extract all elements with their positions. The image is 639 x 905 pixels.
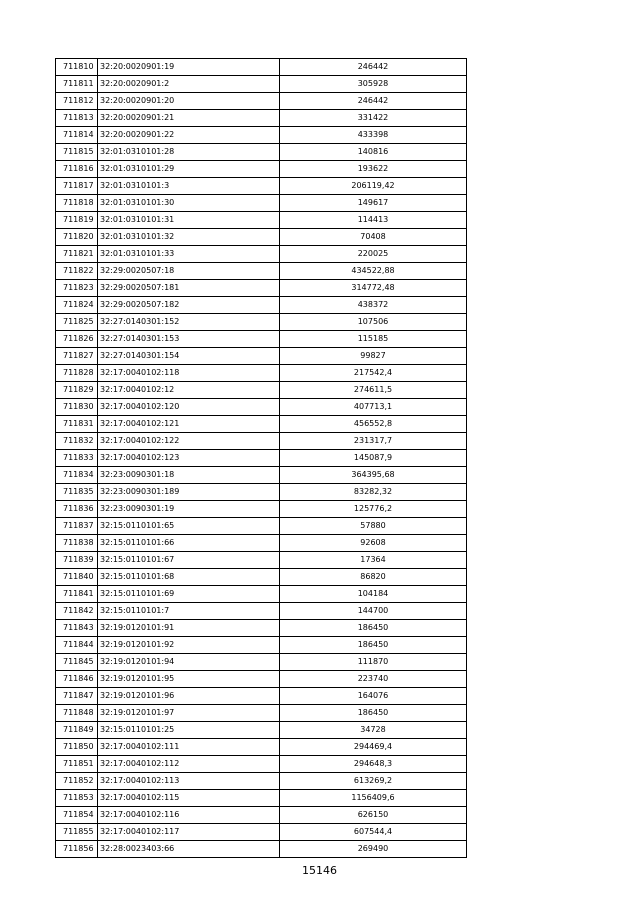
row-id-cell: 711833 xyxy=(56,450,98,467)
row-id-cell: 711850 xyxy=(56,739,98,756)
row-id-cell: 711851 xyxy=(56,756,98,773)
value-cell: 231317,7 xyxy=(280,433,467,450)
row-id-cell: 711830 xyxy=(56,399,98,416)
table-row xyxy=(56,603,467,620)
cadastral-number-cell: 32:20:0020901:21 xyxy=(98,110,280,127)
table-row xyxy=(56,620,467,637)
cadastral-number-cell: 32:17:0040102:117 xyxy=(98,824,280,841)
cadastral-number-cell: 32:19:0120101:91 xyxy=(98,620,280,637)
value-cell: 434522,88 xyxy=(280,263,467,280)
table-row xyxy=(56,127,467,144)
cadastral-number-cell: 32:17:0040102:123 xyxy=(98,450,280,467)
value-cell: 186450 xyxy=(280,637,467,654)
cadastral-number-cell: 32:17:0040102:120 xyxy=(98,399,280,416)
table-row xyxy=(56,739,467,756)
value-cell: 331422 xyxy=(280,110,467,127)
table-row xyxy=(56,824,467,841)
row-id-cell: 711843 xyxy=(56,620,98,637)
cadastral-number-cell: 32:29:0020507:182 xyxy=(98,297,280,314)
row-id-cell: 711817 xyxy=(56,178,98,195)
table-row xyxy=(56,348,467,365)
table-row xyxy=(56,637,467,654)
table-body xyxy=(56,59,467,858)
value-cell: 223740 xyxy=(280,671,467,688)
table-row xyxy=(56,722,467,739)
value-cell: 83282,32 xyxy=(280,484,467,501)
row-id-cell: 711811 xyxy=(56,76,98,93)
cadastral-number-cell: 32:17:0040102:118 xyxy=(98,365,280,382)
row-id-cell: 711826 xyxy=(56,331,98,348)
table-row xyxy=(56,212,467,229)
cadastral-number-cell: 32:17:0040102:115 xyxy=(98,790,280,807)
cadastral-number-cell: 32:01:0310101:3 xyxy=(98,178,280,195)
table-row xyxy=(56,314,467,331)
row-id-cell: 711837 xyxy=(56,518,98,535)
table-row xyxy=(56,654,467,671)
cadastral-number-cell: 32:27:0140301:152 xyxy=(98,314,280,331)
value-cell: 115185 xyxy=(280,331,467,348)
value-cell: 364395,68 xyxy=(280,467,467,484)
table-row xyxy=(56,280,467,297)
row-id-cell: 711849 xyxy=(56,722,98,739)
value-cell: 433398 xyxy=(280,127,467,144)
row-id-cell: 711834 xyxy=(56,467,98,484)
table-row xyxy=(56,552,467,569)
value-cell: 269490 xyxy=(280,841,467,858)
row-id-cell: 711855 xyxy=(56,824,98,841)
table-row xyxy=(56,535,467,552)
value-cell: 193622 xyxy=(280,161,467,178)
cadastral-number-cell: 32:15:0110101:65 xyxy=(98,518,280,535)
table-row xyxy=(56,807,467,824)
table-row xyxy=(56,518,467,535)
table-row xyxy=(56,433,467,450)
table-row xyxy=(56,688,467,705)
value-cell: 92608 xyxy=(280,535,467,552)
row-id-cell: 711825 xyxy=(56,314,98,331)
row-id-cell: 711819 xyxy=(56,212,98,229)
cadastral-number-cell: 32:15:0110101:7 xyxy=(98,603,280,620)
table-row xyxy=(56,110,467,127)
table-row xyxy=(56,59,467,76)
cadastral-number-cell: 32:01:0310101:29 xyxy=(98,161,280,178)
value-cell: 314772,48 xyxy=(280,280,467,297)
cadastral-number-cell: 32:01:0310101:32 xyxy=(98,229,280,246)
value-cell: 114413 xyxy=(280,212,467,229)
cadastral-number-cell: 32:15:0110101:67 xyxy=(98,552,280,569)
value-cell: 294469,4 xyxy=(280,739,467,756)
table-row xyxy=(56,195,467,212)
row-id-cell: 711836 xyxy=(56,501,98,518)
table-row xyxy=(56,331,467,348)
row-id-cell: 711839 xyxy=(56,552,98,569)
cadastral-number-cell: 32:15:0110101:68 xyxy=(98,569,280,586)
value-cell: 1156409,6 xyxy=(280,790,467,807)
value-cell: 125776,2 xyxy=(280,501,467,518)
cadastral-number-cell: 32:19:0120101:95 xyxy=(98,671,280,688)
value-cell: 607544,4 xyxy=(280,824,467,841)
value-cell: 149617 xyxy=(280,195,467,212)
table-row xyxy=(56,756,467,773)
value-cell: 17364 xyxy=(280,552,467,569)
cadastral-number-cell: 32:27:0140301:153 xyxy=(98,331,280,348)
cadastral-number-cell: 32:19:0120101:92 xyxy=(98,637,280,654)
table-row xyxy=(56,705,467,722)
row-id-cell: 711854 xyxy=(56,807,98,824)
row-id-cell: 711812 xyxy=(56,93,98,110)
table-row xyxy=(56,399,467,416)
table-row xyxy=(56,467,467,484)
value-cell: 86820 xyxy=(280,569,467,586)
row-id-cell: 711847 xyxy=(56,688,98,705)
cadastral-number-cell: 32:15:0110101:69 xyxy=(98,586,280,603)
cadastral-number-cell: 32:23:0090301:18 xyxy=(98,467,280,484)
row-id-cell: 711848 xyxy=(56,705,98,722)
value-cell: 407713,1 xyxy=(280,399,467,416)
value-cell: 626150 xyxy=(280,807,467,824)
value-cell: 217542,4 xyxy=(280,365,467,382)
value-cell: 246442 xyxy=(280,59,467,76)
table-row xyxy=(56,229,467,246)
row-id-cell: 711816 xyxy=(56,161,98,178)
value-cell: 99827 xyxy=(280,348,467,365)
cadastral-number-cell: 32:17:0040102:121 xyxy=(98,416,280,433)
value-cell: 145087,9 xyxy=(280,450,467,467)
cadastral-number-cell: 32:17:0040102:112 xyxy=(98,756,280,773)
cadastral-number-cell: 32:27:0140301:154 xyxy=(98,348,280,365)
value-cell: 274611,5 xyxy=(280,382,467,399)
table-row xyxy=(56,484,467,501)
row-id-cell: 711838 xyxy=(56,535,98,552)
cadastral-number-cell: 32:29:0020507:181 xyxy=(98,280,280,297)
row-id-cell: 711835 xyxy=(56,484,98,501)
row-id-cell: 711853 xyxy=(56,790,98,807)
cadastral-number-cell: 32:20:0020901:19 xyxy=(98,59,280,76)
value-cell: 144700 xyxy=(280,603,467,620)
table-row xyxy=(56,246,467,263)
row-id-cell: 711831 xyxy=(56,416,98,433)
row-id-cell: 711842 xyxy=(56,603,98,620)
row-id-cell: 711822 xyxy=(56,263,98,280)
table-row xyxy=(56,382,467,399)
table-row xyxy=(56,365,467,382)
cadastral-number-cell: 32:01:0310101:33 xyxy=(98,246,280,263)
row-id-cell: 711815 xyxy=(56,144,98,161)
table-row xyxy=(56,263,467,280)
table-row xyxy=(56,144,467,161)
cadastral-number-cell: 32:15:0110101:25 xyxy=(98,722,280,739)
cadastral-number-cell: 32:17:0040102:113 xyxy=(98,773,280,790)
table-row xyxy=(56,586,467,603)
value-cell: 186450 xyxy=(280,705,467,722)
table-row xyxy=(56,161,467,178)
cadastral-number-cell: 32:19:0120101:94 xyxy=(98,654,280,671)
cadastral-number-cell: 32:01:0310101:28 xyxy=(98,144,280,161)
row-id-cell: 711832 xyxy=(56,433,98,450)
value-cell: 104184 xyxy=(280,586,467,603)
table-row xyxy=(56,450,467,467)
value-cell: 305928 xyxy=(280,76,467,93)
cadastral-number-cell: 32:01:0310101:30 xyxy=(98,195,280,212)
row-id-cell: 711820 xyxy=(56,229,98,246)
value-cell: 164076 xyxy=(280,688,467,705)
table-row xyxy=(56,416,467,433)
value-cell: 70408 xyxy=(280,229,467,246)
value-cell: 246442 xyxy=(280,93,467,110)
table-row xyxy=(56,841,467,858)
row-id-cell: 711856 xyxy=(56,841,98,858)
cadastral-number-cell: 32:17:0040102:116 xyxy=(98,807,280,824)
value-cell: 111870 xyxy=(280,654,467,671)
value-cell: 456552,8 xyxy=(280,416,467,433)
value-cell: 34728 xyxy=(280,722,467,739)
value-cell: 140816 xyxy=(280,144,467,161)
row-id-cell: 711827 xyxy=(56,348,98,365)
row-id-cell: 711818 xyxy=(56,195,98,212)
value-cell: 613269,2 xyxy=(280,773,467,790)
row-id-cell: 711841 xyxy=(56,586,98,603)
cadastral-number-cell: 32:01:0310101:31 xyxy=(98,212,280,229)
cadastral-number-cell: 32:20:0020901:2 xyxy=(98,76,280,93)
row-id-cell: 711828 xyxy=(56,365,98,382)
row-id-cell: 711823 xyxy=(56,280,98,297)
value-cell: 186450 xyxy=(280,620,467,637)
table-row xyxy=(56,773,467,790)
value-cell: 206119,42 xyxy=(280,178,467,195)
table-row xyxy=(56,569,467,586)
row-id-cell: 711824 xyxy=(56,297,98,314)
value-cell: 57880 xyxy=(280,518,467,535)
data-table xyxy=(55,58,467,858)
value-cell: 107506 xyxy=(280,314,467,331)
row-id-cell: 711844 xyxy=(56,637,98,654)
cadastral-number-cell: 32:17:0040102:12 xyxy=(98,382,280,399)
cadastral-number-cell: 32:19:0120101:96 xyxy=(98,688,280,705)
cadastral-number-cell: 32:17:0040102:122 xyxy=(98,433,280,450)
row-id-cell: 711845 xyxy=(56,654,98,671)
cadastral-number-cell: 32:23:0090301:19 xyxy=(98,501,280,518)
cadastral-number-cell: 32:28:0023403:66 xyxy=(98,841,280,858)
row-id-cell: 711814 xyxy=(56,127,98,144)
table-row xyxy=(56,76,467,93)
cadastral-number-cell: 32:29:0020507:18 xyxy=(98,263,280,280)
page-number: 15146 xyxy=(302,864,337,877)
cadastral-number-cell: 32:15:0110101:66 xyxy=(98,535,280,552)
table-row xyxy=(56,93,467,110)
table-row xyxy=(56,178,467,195)
table-row xyxy=(56,501,467,518)
row-id-cell: 711810 xyxy=(56,59,98,76)
row-id-cell: 711821 xyxy=(56,246,98,263)
table-row xyxy=(56,297,467,314)
cadastral-number-cell: 32:20:0020901:22 xyxy=(98,127,280,144)
row-id-cell: 711846 xyxy=(56,671,98,688)
row-id-cell: 711852 xyxy=(56,773,98,790)
cadastral-number-cell: 32:20:0020901:20 xyxy=(98,93,280,110)
table-row xyxy=(56,671,467,688)
value-cell: 220025 xyxy=(280,246,467,263)
cadastral-number-cell: 32:17:0040102:111 xyxy=(98,739,280,756)
value-cell: 438372 xyxy=(280,297,467,314)
cadastral-number-cell: 32:23:0090301:189 xyxy=(98,484,280,501)
value-cell: 294648,3 xyxy=(280,756,467,773)
table-row xyxy=(56,790,467,807)
cadastral-number-cell: 32:19:0120101:97 xyxy=(98,705,280,722)
row-id-cell: 711840 xyxy=(56,569,98,586)
row-id-cell: 711813 xyxy=(56,110,98,127)
row-id-cell: 711829 xyxy=(56,382,98,399)
